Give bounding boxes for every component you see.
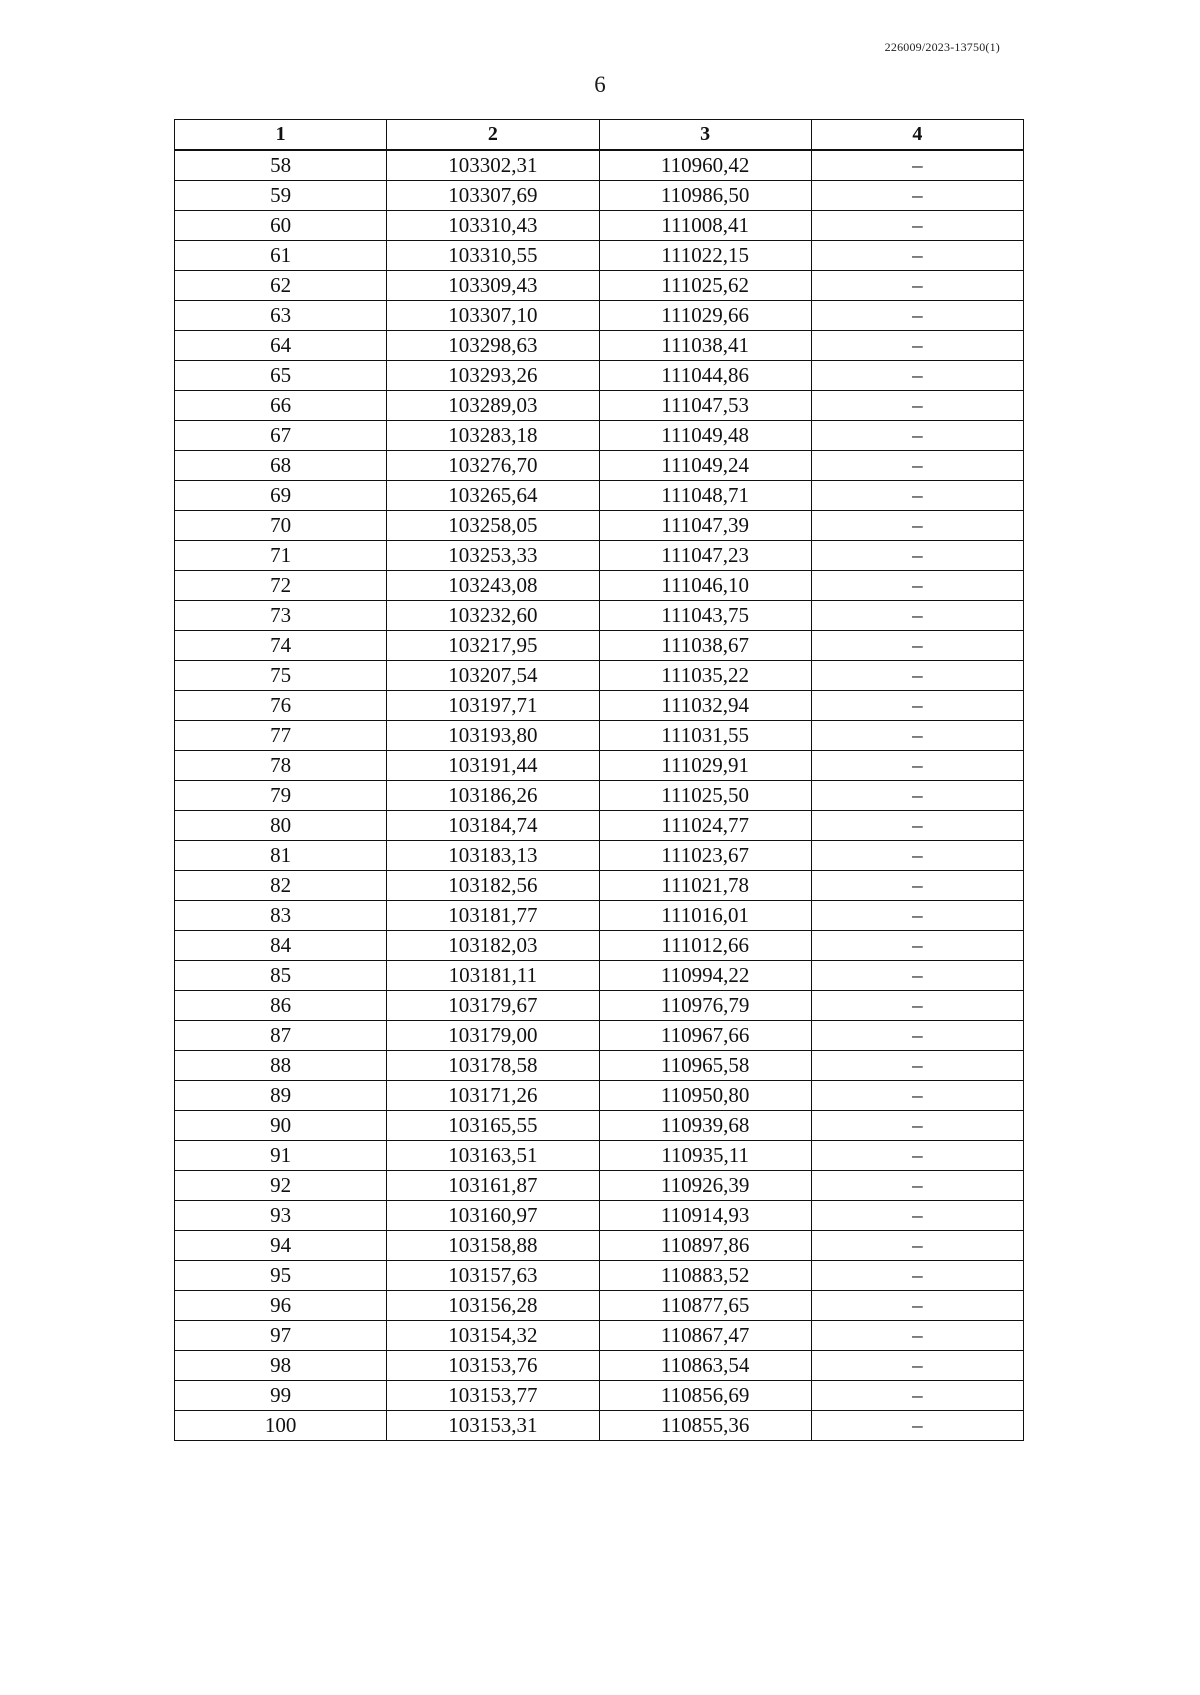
cell-point-number: 91 xyxy=(175,1141,387,1171)
cell-x-coordinate: 103309,43 xyxy=(387,271,599,301)
cell-y-coordinate: 111021,78 xyxy=(599,871,811,901)
cell-x-coordinate: 103179,67 xyxy=(387,991,599,1021)
cell-note: – xyxy=(811,331,1023,361)
cell-y-coordinate: 111047,53 xyxy=(599,391,811,421)
cell-point-number: 71 xyxy=(175,541,387,571)
cell-x-coordinate: 103298,63 xyxy=(387,331,599,361)
cell-y-coordinate: 111038,67 xyxy=(599,631,811,661)
cell-x-coordinate: 103161,87 xyxy=(387,1171,599,1201)
column-header-note: 4 xyxy=(811,120,1023,151)
cell-note: – xyxy=(811,241,1023,271)
cell-x-coordinate: 103243,08 xyxy=(387,571,599,601)
cell-note: – xyxy=(811,211,1023,241)
table-row xyxy=(175,1321,1024,1351)
table-row xyxy=(175,691,1024,721)
cell-x-coordinate: 103307,69 xyxy=(387,181,599,211)
cell-x-coordinate: 103253,33 xyxy=(387,541,599,571)
cell-x-coordinate: 103193,80 xyxy=(387,721,599,751)
cell-point-number: 81 xyxy=(175,841,387,871)
cell-note: – xyxy=(811,1291,1023,1321)
cell-y-coordinate: 110867,47 xyxy=(599,1321,811,1351)
cell-point-number: 62 xyxy=(175,271,387,301)
cell-y-coordinate: 111046,10 xyxy=(599,571,811,601)
cell-point-number: 87 xyxy=(175,1021,387,1051)
cell-point-number: 74 xyxy=(175,631,387,661)
cell-note: – xyxy=(811,301,1023,331)
cell-y-coordinate: 110926,39 xyxy=(599,1171,811,1201)
cell-y-coordinate: 111032,94 xyxy=(599,691,811,721)
table-row xyxy=(175,1261,1024,1291)
cell-point-number: 86 xyxy=(175,991,387,1021)
cell-note: – xyxy=(811,1411,1023,1441)
cell-x-coordinate: 103158,88 xyxy=(387,1231,599,1261)
table-row xyxy=(175,541,1024,571)
cell-y-coordinate: 111029,66 xyxy=(599,301,811,331)
cell-point-number: 84 xyxy=(175,931,387,961)
cell-x-coordinate: 103153,77 xyxy=(387,1381,599,1411)
cell-y-coordinate: 110883,52 xyxy=(599,1261,811,1291)
table-body xyxy=(175,150,1024,1441)
cell-point-number: 79 xyxy=(175,781,387,811)
cell-point-number: 77 xyxy=(175,721,387,751)
cell-y-coordinate: 111029,91 xyxy=(599,751,811,781)
cell-note: – xyxy=(811,961,1023,991)
cell-y-coordinate: 111049,48 xyxy=(599,421,811,451)
cell-x-coordinate: 103217,95 xyxy=(387,631,599,661)
cell-note: – xyxy=(811,841,1023,871)
table-row xyxy=(175,1081,1024,1111)
cell-note: – xyxy=(811,1111,1023,1141)
table-row xyxy=(175,1201,1024,1231)
cell-x-coordinate: 103183,13 xyxy=(387,841,599,871)
table-row xyxy=(175,150,1024,181)
table-row xyxy=(175,901,1024,931)
cell-y-coordinate: 111025,62 xyxy=(599,271,811,301)
cell-y-coordinate: 111035,22 xyxy=(599,661,811,691)
cell-point-number: 96 xyxy=(175,1291,387,1321)
cell-y-coordinate: 110897,86 xyxy=(599,1231,811,1261)
table-row xyxy=(175,1111,1024,1141)
cell-x-coordinate: 103153,76 xyxy=(387,1351,599,1381)
cell-point-number: 89 xyxy=(175,1081,387,1111)
cell-y-coordinate: 111008,41 xyxy=(599,211,811,241)
cell-note: – xyxy=(811,1051,1023,1081)
cell-y-coordinate: 110877,65 xyxy=(599,1291,811,1321)
table-row xyxy=(175,721,1024,751)
cell-y-coordinate: 110960,42 xyxy=(599,150,811,181)
cell-note: – xyxy=(811,541,1023,571)
cell-y-coordinate: 110914,93 xyxy=(599,1201,811,1231)
cell-y-coordinate: 110994,22 xyxy=(599,961,811,991)
table-row xyxy=(175,451,1024,481)
table-row xyxy=(175,1141,1024,1171)
cell-y-coordinate: 110856,69 xyxy=(599,1381,811,1411)
cell-note: – xyxy=(811,1261,1023,1291)
cell-note: – xyxy=(811,1081,1023,1111)
cell-note: – xyxy=(811,661,1023,691)
table-row xyxy=(175,1411,1024,1441)
cell-x-coordinate: 103258,05 xyxy=(387,511,599,541)
table-row xyxy=(175,991,1024,1021)
cell-x-coordinate: 103186,26 xyxy=(387,781,599,811)
cell-x-coordinate: 103283,18 xyxy=(387,421,599,451)
cell-x-coordinate: 103156,28 xyxy=(387,1291,599,1321)
cell-note: – xyxy=(811,361,1023,391)
cell-note: – xyxy=(811,511,1023,541)
cell-note: – xyxy=(811,781,1023,811)
cell-note: – xyxy=(811,181,1023,211)
cell-point-number: 70 xyxy=(175,511,387,541)
cell-y-coordinate: 111038,41 xyxy=(599,331,811,361)
cell-x-coordinate: 103178,58 xyxy=(387,1051,599,1081)
table-row xyxy=(175,421,1024,451)
table-row xyxy=(175,241,1024,271)
cell-point-number: 93 xyxy=(175,1201,387,1231)
table-row xyxy=(175,271,1024,301)
cell-x-coordinate: 103197,71 xyxy=(387,691,599,721)
table-row xyxy=(175,361,1024,391)
cell-point-number: 67 xyxy=(175,421,387,451)
cell-x-coordinate: 103179,00 xyxy=(387,1021,599,1051)
cell-note: – xyxy=(811,1381,1023,1411)
table-row xyxy=(175,1051,1024,1081)
cell-y-coordinate: 111016,01 xyxy=(599,901,811,931)
table-row xyxy=(175,181,1024,211)
cell-point-number: 100 xyxy=(175,1411,387,1441)
table-row xyxy=(175,841,1024,871)
cell-x-coordinate: 103165,55 xyxy=(387,1111,599,1141)
cell-x-coordinate: 103157,63 xyxy=(387,1261,599,1291)
cell-note: – xyxy=(811,991,1023,1021)
cell-note: – xyxy=(811,571,1023,601)
cell-y-coordinate: 111047,39 xyxy=(599,511,811,541)
cell-y-coordinate: 111022,15 xyxy=(599,241,811,271)
cell-x-coordinate: 103307,10 xyxy=(387,301,599,331)
column-header-x: 2 xyxy=(387,120,599,151)
cell-note: – xyxy=(811,691,1023,721)
table-row xyxy=(175,871,1024,901)
cell-note: – xyxy=(811,751,1023,781)
cell-y-coordinate: 111048,71 xyxy=(599,481,811,511)
cell-point-number: 66 xyxy=(175,391,387,421)
cell-point-number: 75 xyxy=(175,661,387,691)
cell-note: – xyxy=(811,811,1023,841)
cell-y-coordinate: 111043,75 xyxy=(599,601,811,631)
cell-note: – xyxy=(811,631,1023,661)
table-row xyxy=(175,601,1024,631)
cell-x-coordinate: 103163,51 xyxy=(387,1141,599,1171)
table-row xyxy=(175,961,1024,991)
table-row xyxy=(175,811,1024,841)
cell-note: – xyxy=(811,271,1023,301)
cell-x-coordinate: 103171,26 xyxy=(387,1081,599,1111)
cell-x-coordinate: 103207,54 xyxy=(387,661,599,691)
cell-note: – xyxy=(811,601,1023,631)
cell-note: – xyxy=(811,1351,1023,1381)
cell-note: – xyxy=(811,1231,1023,1261)
cell-x-coordinate: 103289,03 xyxy=(387,391,599,421)
cell-point-number: 65 xyxy=(175,361,387,391)
cell-point-number: 92 xyxy=(175,1171,387,1201)
cell-note: – xyxy=(811,1321,1023,1351)
cell-point-number: 97 xyxy=(175,1321,387,1351)
cell-x-coordinate: 103191,44 xyxy=(387,751,599,781)
cell-point-number: 88 xyxy=(175,1051,387,1081)
page-number: 6 xyxy=(594,72,606,97)
cell-point-number: 59 xyxy=(175,181,387,211)
table-row xyxy=(175,631,1024,661)
cell-y-coordinate: 110976,79 xyxy=(599,991,811,1021)
cell-point-number: 98 xyxy=(175,1351,387,1381)
column-header-y: 3 xyxy=(599,120,811,151)
cell-x-coordinate: 103154,32 xyxy=(387,1321,599,1351)
cell-x-coordinate: 103310,55 xyxy=(387,241,599,271)
table-row xyxy=(175,1021,1024,1051)
cell-note: – xyxy=(811,421,1023,451)
coordinates-table xyxy=(174,119,1024,1441)
table-row xyxy=(175,751,1024,781)
table-row xyxy=(175,1351,1024,1381)
cell-point-number: 95 xyxy=(175,1261,387,1291)
cell-point-number: 69 xyxy=(175,481,387,511)
cell-y-coordinate: 110967,66 xyxy=(599,1021,811,1051)
cell-note: – xyxy=(811,1171,1023,1201)
table-row xyxy=(175,1171,1024,1201)
cell-point-number: 85 xyxy=(175,961,387,991)
cell-note: – xyxy=(811,901,1023,931)
cell-y-coordinate: 111025,50 xyxy=(599,781,811,811)
cell-note: – xyxy=(811,871,1023,901)
cell-point-number: 82 xyxy=(175,871,387,901)
cell-x-coordinate: 103182,03 xyxy=(387,931,599,961)
cell-x-coordinate: 103184,74 xyxy=(387,811,599,841)
table-row xyxy=(175,661,1024,691)
cell-x-coordinate: 103265,64 xyxy=(387,481,599,511)
cell-note: – xyxy=(811,1141,1023,1171)
cell-x-coordinate: 103310,43 xyxy=(387,211,599,241)
cell-y-coordinate: 111031,55 xyxy=(599,721,811,751)
cell-y-coordinate: 110986,50 xyxy=(599,181,811,211)
cell-note: – xyxy=(811,451,1023,481)
cell-x-coordinate: 103232,60 xyxy=(387,601,599,631)
cell-point-number: 61 xyxy=(175,241,387,271)
cell-x-coordinate: 103293,26 xyxy=(387,361,599,391)
cell-point-number: 73 xyxy=(175,601,387,631)
cell-x-coordinate: 103153,31 xyxy=(387,1411,599,1441)
table-row xyxy=(175,1381,1024,1411)
cell-point-number: 63 xyxy=(175,301,387,331)
cell-point-number: 90 xyxy=(175,1111,387,1141)
table-row xyxy=(175,511,1024,541)
cell-y-coordinate: 111012,66 xyxy=(599,931,811,961)
table-row xyxy=(175,481,1024,511)
table-row xyxy=(175,1291,1024,1321)
cell-note: – xyxy=(811,391,1023,421)
cell-note: – xyxy=(811,150,1023,181)
cell-x-coordinate: 103302,31 xyxy=(387,150,599,181)
cell-y-coordinate: 110935,11 xyxy=(599,1141,811,1171)
table-header xyxy=(175,120,1024,151)
cell-point-number: 68 xyxy=(175,451,387,481)
cell-point-number: 72 xyxy=(175,571,387,601)
table-row xyxy=(175,391,1024,421)
cell-y-coordinate: 110965,58 xyxy=(599,1051,811,1081)
cell-note: – xyxy=(811,481,1023,511)
cell-y-coordinate: 111023,67 xyxy=(599,841,811,871)
cell-note: – xyxy=(811,931,1023,961)
cell-point-number: 80 xyxy=(175,811,387,841)
table-row xyxy=(175,301,1024,331)
cell-point-number: 76 xyxy=(175,691,387,721)
cell-x-coordinate: 103160,97 xyxy=(387,1201,599,1231)
cell-note: – xyxy=(811,1201,1023,1231)
cell-y-coordinate: 110855,36 xyxy=(599,1411,811,1441)
cell-point-number: 94 xyxy=(175,1231,387,1261)
table-row xyxy=(175,571,1024,601)
cell-x-coordinate: 103182,56 xyxy=(387,871,599,901)
header-row xyxy=(175,120,1024,151)
cell-y-coordinate: 110939,68 xyxy=(599,1111,811,1141)
table-row xyxy=(175,211,1024,241)
cell-y-coordinate: 111024,77 xyxy=(599,811,811,841)
cell-point-number: 58 xyxy=(175,150,387,181)
cell-point-number: 60 xyxy=(175,211,387,241)
cell-point-number: 78 xyxy=(175,751,387,781)
cell-y-coordinate: 111047,23 xyxy=(599,541,811,571)
table-row xyxy=(175,931,1024,961)
cell-point-number: 99 xyxy=(175,1381,387,1411)
cell-point-number: 64 xyxy=(175,331,387,361)
cell-x-coordinate: 103181,77 xyxy=(387,901,599,931)
cell-y-coordinate: 111044,86 xyxy=(599,361,811,391)
cell-note: – xyxy=(811,1021,1023,1051)
table-row xyxy=(175,1231,1024,1261)
cell-note: – xyxy=(811,721,1023,751)
table-row xyxy=(175,781,1024,811)
cell-y-coordinate: 110950,80 xyxy=(599,1081,811,1111)
document-id: 226009/2023-13750(1) xyxy=(884,40,1000,54)
cell-point-number: 83 xyxy=(175,901,387,931)
cell-x-coordinate: 103181,11 xyxy=(387,961,599,991)
column-header-point-number: 1 xyxy=(175,120,387,151)
cell-y-coordinate: 111049,24 xyxy=(599,451,811,481)
cell-y-coordinate: 110863,54 xyxy=(599,1351,811,1381)
cell-x-coordinate: 103276,70 xyxy=(387,451,599,481)
table-row xyxy=(175,331,1024,361)
